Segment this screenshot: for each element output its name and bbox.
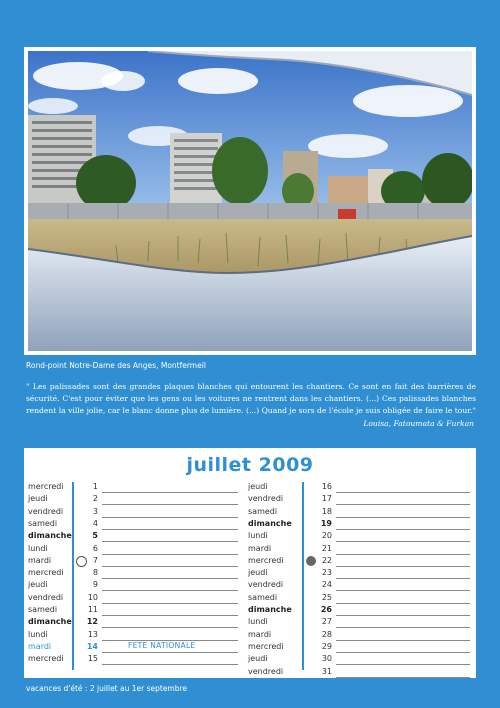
quote-text: " Les palissades sont des grandes plaques blanches qui entourent les chantiers. Ce sont en fait des barrières de sécurité. C'est pour éviter que les gens ou les voitures ne rentrent dans les chantiers. (...) Ces palissades blanches rendent la ville jolie, car le blanc donne plus de lumière. (...) Quand je sors de l'école je suis obligée de faire le tour." xyxy=(26,382,476,415)
right-writing-line xyxy=(336,652,470,653)
left-writing-line xyxy=(102,603,238,604)
right-day-number: 30 xyxy=(321,654,332,664)
right-day-number: 21 xyxy=(321,543,332,553)
middle-day-name: vendredi xyxy=(248,666,284,676)
middle-day-name: lundi xyxy=(248,531,268,541)
left-day-number: 10 xyxy=(87,592,98,602)
calendar-divider-left xyxy=(72,482,74,670)
left-day-number: 8 xyxy=(92,568,98,578)
right-writing-line xyxy=(336,578,470,579)
right-day-number: 26 xyxy=(320,605,332,614)
photo-caption: Rond-point Notre-Dame des Anges, Montfermeil xyxy=(26,361,206,370)
right-day-number: 16 xyxy=(321,482,332,491)
left-writing-line xyxy=(102,541,238,542)
right-writing-line xyxy=(336,603,470,604)
left-writing-line xyxy=(102,504,238,505)
left-day-number: 5 xyxy=(92,531,98,541)
left-writing-line xyxy=(102,664,238,665)
left-day-name: jeudi xyxy=(28,580,48,590)
right-writing-line xyxy=(336,627,470,628)
right-day-number: 20 xyxy=(321,531,332,541)
left-writing-line xyxy=(102,652,238,653)
left-day-number: 14 xyxy=(86,641,98,651)
middle-day-name: samedi xyxy=(248,506,278,516)
middle-day-name: dimanche xyxy=(248,605,292,614)
left-day-number: 6 xyxy=(92,543,98,553)
right-writing-line xyxy=(336,541,470,542)
right-day-number: 28 xyxy=(321,629,332,639)
right-writing-line xyxy=(336,529,470,530)
left-day-number: 3 xyxy=(92,506,98,516)
right-writing-line xyxy=(336,517,470,518)
left-writing-line xyxy=(102,554,238,555)
left-writing-line xyxy=(102,590,238,591)
left-day-number: 15 xyxy=(87,654,98,664)
right-writing-line xyxy=(336,640,470,641)
left-day-name: lundi xyxy=(28,629,48,639)
left-writing-line xyxy=(102,492,238,493)
right-day-number: 25 xyxy=(321,592,332,602)
vacation-note: vacances d'été : 2 juillet au 1er septembre xyxy=(26,684,188,693)
left-day-name: jeudi xyxy=(28,494,48,504)
right-writing-line xyxy=(336,554,470,555)
photo-construction-site xyxy=(28,51,472,351)
middle-day-name: lundi xyxy=(248,617,268,627)
left-day-name: samedi xyxy=(28,518,58,528)
left-day-number: 1 xyxy=(92,482,98,491)
left-day-name: mardi xyxy=(28,641,52,651)
middle-day-name: mercredi xyxy=(248,641,284,651)
right-day-number: 24 xyxy=(321,580,332,590)
left-writing-line xyxy=(102,627,238,628)
right-day-number: 18 xyxy=(321,506,332,516)
left-day-name: mercredi xyxy=(28,654,64,664)
middle-day-name: vendredi xyxy=(248,580,284,590)
left-day-number: 12 xyxy=(86,617,98,627)
left-day-number: 9 xyxy=(92,580,98,590)
left-day-number: 13 xyxy=(87,629,98,639)
right-writing-line xyxy=(336,504,470,505)
middle-day-name: mardi xyxy=(248,629,272,639)
left-day-name: dimanche xyxy=(28,617,72,627)
left-writing-line xyxy=(102,578,238,579)
middle-day-name: dimanche xyxy=(248,518,292,528)
left-writing-line xyxy=(102,529,238,530)
right-day-number: 29 xyxy=(321,641,332,651)
photo-frame xyxy=(24,47,476,355)
left-day-name: mercredi xyxy=(28,568,64,578)
left-day-number: 2 xyxy=(92,494,98,504)
middle-day-name: jeudi xyxy=(248,654,268,664)
right-writing-line xyxy=(336,590,470,591)
left-writing-line xyxy=(102,517,238,518)
middle-day-name: vendredi xyxy=(248,494,284,504)
left-writing-line xyxy=(102,566,238,567)
event-label: FETE NATIONALE xyxy=(128,640,196,650)
left-day-number: 4 xyxy=(92,518,98,528)
left-day-name: vendredi xyxy=(28,506,64,516)
right-day-number: 22 xyxy=(321,555,332,565)
left-day-name: mardi xyxy=(28,555,52,565)
right-writing-line xyxy=(336,566,470,567)
middle-day-name: mercredi xyxy=(248,555,284,565)
right-writing-line xyxy=(336,677,470,678)
middle-day-name: jeudi xyxy=(248,482,268,491)
right-writing-line xyxy=(336,615,470,616)
middle-day-name: jeudi xyxy=(248,568,268,578)
right-writing-line xyxy=(336,664,470,665)
right-day-number: 17 xyxy=(321,494,332,504)
left-day-name: mercredi xyxy=(28,482,64,491)
right-day-number: 23 xyxy=(321,568,332,578)
left-writing-line xyxy=(102,615,238,616)
right-writing-line xyxy=(336,492,470,493)
right-day-number: 27 xyxy=(321,617,332,627)
right-day-number: 31 xyxy=(321,666,332,676)
middle-day-name: samedi xyxy=(248,592,278,602)
left-day-name: dimanche xyxy=(28,531,72,541)
left-day-number: 11 xyxy=(87,605,98,614)
month-title: juillet 2009 xyxy=(186,454,314,476)
left-day-name: samedi xyxy=(28,605,58,614)
calendar xyxy=(24,448,476,678)
left-day-number: 7 xyxy=(92,555,98,565)
right-day-number: 19 xyxy=(320,518,332,528)
left-day-name: lundi xyxy=(28,543,48,553)
middle-day-name: mardi xyxy=(248,543,272,553)
left-day-name: vendredi xyxy=(28,592,64,602)
calendar-divider-right xyxy=(302,482,304,670)
quote-author: Louisa, Fatoumata & Furkan xyxy=(363,419,474,428)
